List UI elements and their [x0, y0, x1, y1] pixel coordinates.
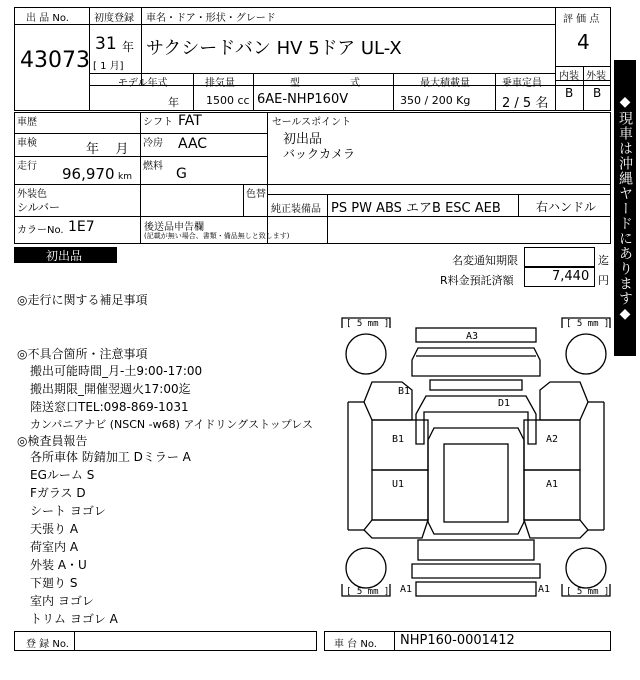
inspector-line: 天張り A	[30, 522, 79, 536]
equipment-label: 純正装備品	[271, 204, 321, 215]
lot-no-label: 出 品 No.	[26, 13, 69, 24]
model-year-unit: 年	[168, 96, 179, 109]
exterior-label: 外装	[586, 71, 606, 82]
damage-mark: U1	[392, 479, 405, 490]
color-value: シルバー	[17, 201, 60, 214]
chassis-no-value: NHP160-0001412	[400, 633, 515, 648]
inspector-title: ◎検査員報告	[17, 434, 88, 448]
type-label: 型	[290, 78, 300, 89]
steering-value: 右ハンドル	[536, 200, 597, 214]
max-load: 350 / 200 Kg	[400, 94, 471, 107]
inspector-line: トリム ヨゴレ A	[30, 612, 118, 626]
inspector-line: 下廻り S	[30, 576, 78, 590]
chassis-no-label: 車 台 No.	[334, 639, 377, 650]
defect-line: 陸送窓口TEL:098-869-1031	[30, 400, 189, 414]
name-change-label: 名変通知期限	[452, 254, 518, 267]
exterior-grade: B	[593, 86, 602, 100]
shift-value: FAT	[178, 113, 202, 129]
aftermarket-note: (記載が無い場合、書類・備品無しと致します)	[144, 232, 290, 240]
color-no-label: カラーNo.	[17, 225, 64, 236]
type-label-2: 式	[350, 78, 360, 89]
yard-notice-text: ◆現車は沖縄ヤードにあります◆	[617, 93, 633, 323]
interior-label: 内装	[559, 71, 579, 82]
tire-tread-rear-left: [ 5 mm ]	[346, 319, 390, 329]
displacement: 1500 cc	[206, 94, 250, 107]
model-type: 6AE-NHP160V	[257, 92, 349, 107]
history-label: 車歴	[17, 117, 37, 128]
defect-line: 搬出可能時間_月-土9:00-17:00	[30, 364, 203, 378]
rating-label: 評 価 点	[563, 14, 600, 25]
fuel-value: G	[176, 166, 187, 182]
yard-notice-banner	[614, 60, 636, 356]
damage-mark: B1	[398, 386, 411, 397]
recycle-unit: 円	[598, 274, 609, 287]
color-no-value: 1E7	[68, 219, 95, 235]
car-name: サクシードバン HV 5ドア UL-X	[146, 38, 402, 59]
name-change-unit: 迄	[598, 254, 609, 267]
capacity-label: 乗車定員	[502, 78, 542, 89]
tire-tread-front-left: [ 5 mm ]	[346, 587, 390, 597]
sales-point-label: セールスポイント	[272, 117, 352, 128]
aftermarket-label: 後送品申告欄	[144, 222, 204, 233]
mileage-value: 96,970	[62, 165, 115, 183]
inspector-line: Fガラス D	[30, 486, 86, 500]
defect-line: カンパニアナビ (NSCN -w68) アイドリングストップレス	[30, 418, 313, 431]
interior-grade: B	[565, 86, 574, 100]
inspector-line: 室内 ヨゴレ	[30, 594, 94, 608]
supplement-title: ◎走行に関する補足事項	[17, 293, 148, 307]
first-listing-banner	[14, 247, 117, 263]
damage-mark: D1	[498, 398, 511, 409]
recycle-value: 7,440	[552, 269, 590, 284]
recycle-label: R料金預託済額	[440, 274, 514, 287]
first-reg-month: [ 1 月]	[93, 61, 124, 72]
tire-tread-front-right: [ 5 mm ]	[566, 587, 610, 597]
fuel-label: 燃料	[143, 161, 163, 172]
damage-mark: B1	[392, 434, 405, 445]
mileage-unit: km	[118, 172, 132, 182]
capacity: 2 / 5 名	[502, 96, 549, 111]
first-reg-year-unit: 年	[122, 40, 135, 54]
color-change-label: 色替	[246, 189, 266, 200]
inspector-line: 外装 A・U	[30, 558, 87, 572]
vehicle-damage-diagram	[340, 316, 612, 628]
shaken-label: 車検	[17, 138, 37, 149]
color-label: 外装色	[17, 189, 47, 200]
car-name-label: 車名・ドア・形状・グレード	[146, 13, 276, 24]
equipment-value: PS PW ABS エアB ESC AEB	[331, 201, 501, 216]
sales-point-2: バックカメラ	[283, 147, 356, 161]
name-change-box	[524, 247, 595, 267]
damage-mark: A2	[546, 434, 559, 445]
displacement-label: 排気量	[205, 78, 235, 89]
damage-mark: A3	[466, 331, 479, 342]
damage-mark: A1	[400, 584, 413, 595]
inspector-line: 各所車体 防錆加工 Dミラー A	[30, 450, 191, 464]
ac-value: AAC	[178, 136, 208, 152]
inspector-line: EGルーム S	[30, 468, 95, 482]
first-reg-label: 初度登録	[94, 13, 134, 24]
lot-no: 43073	[20, 48, 90, 73]
damage-mark: A1	[538, 584, 551, 595]
damage-mark: A1	[546, 479, 559, 490]
model-year-label: モデル年式	[118, 78, 168, 89]
reg-no-label: 登 録 No.	[26, 639, 69, 650]
inspector-line: シート ヨゴレ	[30, 504, 106, 518]
shaken-value: 年 月	[86, 142, 129, 157]
max-load-label: 最大積載量	[420, 78, 470, 89]
tire-tread-rear-right: [ 5 mm ]	[566, 319, 610, 329]
first-listing-text: 初出品	[46, 249, 83, 263]
first-reg-year: 31	[95, 34, 117, 54]
defect-line: 搬出期限_開催翌週火17:00迄	[30, 382, 191, 396]
shift-label: シフト	[143, 117, 173, 128]
ac-label: 冷房	[143, 138, 163, 149]
inspector-line: 荷室内 A	[30, 540, 79, 554]
defect-title: ◎不具合箇所・注意事項	[17, 347, 148, 361]
rating-value: 4	[577, 30, 590, 54]
sales-point-1: 初出品	[283, 132, 323, 147]
mileage-label: 走行	[17, 161, 37, 172]
